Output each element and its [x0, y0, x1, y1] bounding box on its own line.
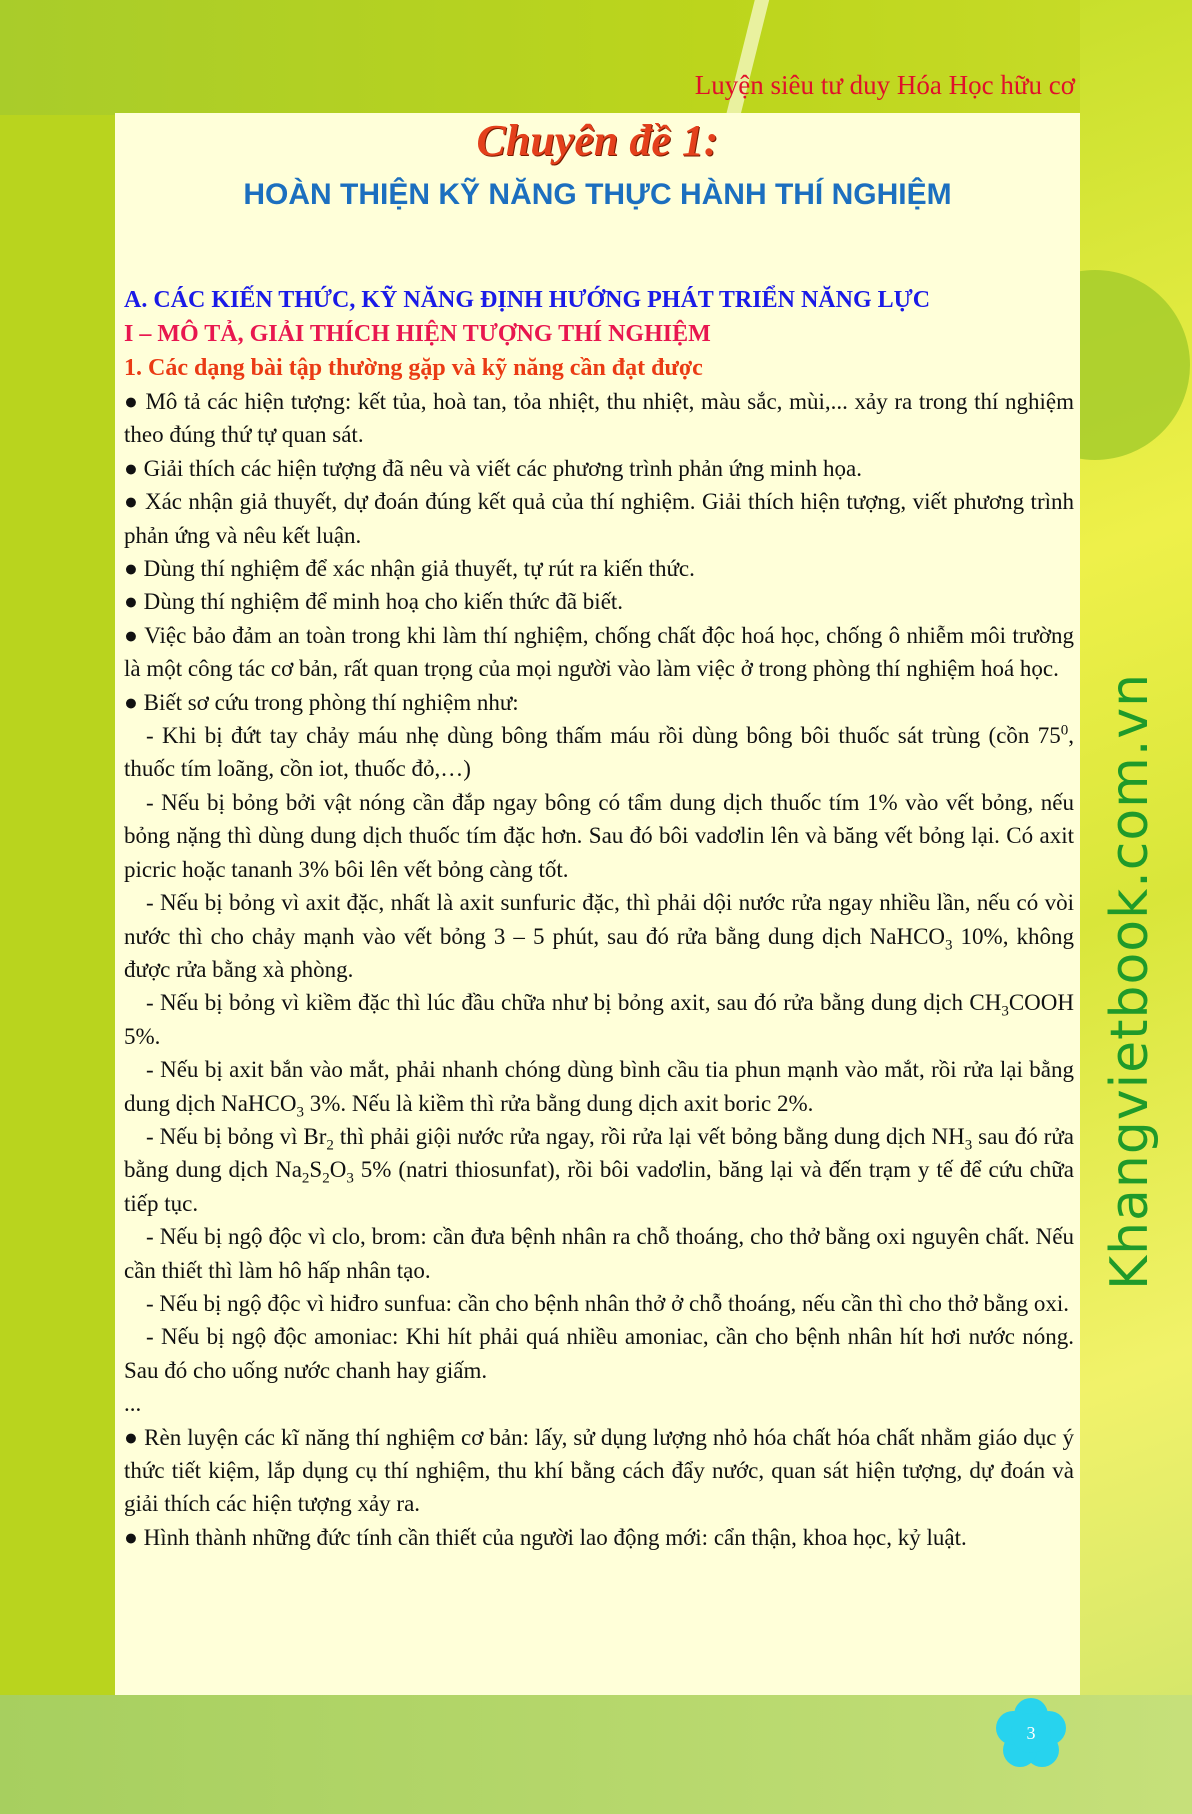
text-segment: sau đó rửa bằng dung dịch Na — [124, 1123, 1074, 1183]
topic-title: Chuyên đề 1: — [476, 116, 719, 165]
dash-list-item — [124, 1287, 1074, 1320]
subscript: 2 — [322, 1170, 330, 1187]
text-segment: thì phải giội nước rửa ngay, rồi rửa lại vết bỏng bằng dung dịch NH — [333, 1123, 965, 1149]
bullet-paragraph — [124, 452, 1074, 485]
book-title: Luyện siêu tư duy Hóa Học hữu cơ — [694, 70, 1075, 100]
bullet-paragraph — [124, 1387, 1074, 1420]
superscript: 0 — [1060, 722, 1069, 739]
subscript: 3 — [945, 937, 953, 954]
subscript: 2 — [326, 1137, 334, 1154]
text-segment: - Nếu bị ngộ độc vì hiđro sunfua: cần cho bệnh nhân thở ở chỗ thoáng, nếu cần thì cho thở bằng oxi. — [146, 1290, 1070, 1316]
subscript: 3 — [964, 1137, 973, 1154]
text-segment: ● Dùng thí nghiệm để minh hoạ cho kiến thức đã biết. — [124, 589, 624, 615]
subscript: 3 — [1001, 1003, 1009, 1020]
dash-list-item — [124, 1320, 1074, 1387]
text-segment: - Khi bị đứt tay chảy máu nhẹ dùng bông thấm máu rồi dùng bông bôi thuốc sát trùng (cồn 75 — [146, 723, 1061, 749]
text-segment: O — [329, 1157, 347, 1183]
text-segment: - Nếu bị bỏng vì Br — [146, 1123, 327, 1149]
page-number: 3 — [1026, 1722, 1036, 1743]
text-segment: ● Dùng thí nghiệm để xác nhận giả thuyết, tự rút ra kiến thức. — [124, 556, 695, 582]
subscript: 2 — [301, 1170, 310, 1187]
text-segment: S — [309, 1157, 323, 1183]
text-segment: 3%. Nếu là kiềm thì rửa bằng dung dịch axit boric 2%. — [303, 1090, 814, 1116]
text-segment: ... — [124, 1391, 142, 1417]
dash-list-item — [124, 1053, 1074, 1120]
paragraph-list — [124, 385, 1074, 1554]
text-segment: - Nếu bị axit bắn vào mắt, phải nhanh chóng dùng bình cầu tia phun mạnh vào mắt, rồi rửa lại bằng dung dịch NaHCO — [124, 1057, 1074, 1116]
text-segment: ● Giải thích các hiện tượng đã nêu và viết các phương trình phản ứng minh họa. — [124, 455, 862, 481]
content-panel — [115, 113, 1080, 1695]
body-content — [124, 283, 1074, 1554]
dash-list-item — [124, 1220, 1074, 1287]
text-segment: - Nếu bị bỏng bởi vật nóng cần đắp ngay bông có tẩm dung dịch thuốc tím 1% vào vết bỏng, nếu bỏng nặng thì dùng dung dịch thuốc tím đặc hơn. Sau đó bôi vadơlin lên và băng vết bỏng lại. Có axit picric hoặc tananh 3% bôi lên vết bỏng càng tốt. — [124, 789, 1074, 882]
bullet-paragraph — [124, 1521, 1074, 1554]
text-segment: ● Việc bảo đảm an toàn trong khi làm thí nghiệm, chống chất độc hoá học, chống ô nhiễm môi trường là một công tác cơ bản, rất quan trọng của mọi người vào làm việc ở trong phòng thí nghiệm hoá học. — [124, 622, 1074, 682]
bullet-paragraph — [124, 485, 1074, 552]
bullet-paragraph — [124, 619, 1074, 686]
bullet-paragraph — [124, 686, 1074, 719]
chapter-subtitle: HOÀN THIỆN KỸ NĂNG THỰC HÀNH THÍ NGHIỆM — [243, 178, 952, 211]
text-segment: - Nếu bị ngộ độc vì clo, brom: cần đưa bệnh nhân ra chỗ thoáng, cho thở bằng oxi nguyên chất. Nếu cần thiết thì làm hô hấp nhân tạo. — [124, 1224, 1074, 1283]
bullet-paragraph — [124, 385, 1074, 452]
text-segment: ● Mô tả các hiện tượng: kết tủa, hoà tan, tỏa nhiệt, thu nhiệt, màu sắc, mùi,... xảy ra trong thí nghiệm theo đúng thứ tự quan sát. — [124, 389, 1074, 448]
section-heading-a: A. CÁC KIẾN THỨC, KỸ NĂNG ĐỊNH HƯỚNG PHÁT TRIỂN NĂNG LỰC — [124, 287, 931, 313]
subscript: 3 — [346, 1170, 354, 1187]
text-segment: ● Biết sơ cứu trong phòng thí nghiệm như: — [124, 689, 519, 715]
text-segment: 10%, không được rửa bằng xà phòng. — [124, 923, 1074, 982]
text-segment: ● Hình thành những đức tính cần thiết của người lao động mới: cẩn thận, khoa học, kỷ luật. — [124, 1524, 967, 1550]
bullet-paragraph — [124, 552, 1074, 585]
text-segment: - Nếu bị ngộ độc amoniac: Khi hít phải quá nhiều amoniac, cần cho bệnh nhân hít hơi nước nóng. Sau đó cho uống nước chanh hay giấm. — [124, 1324, 1074, 1383]
watermark-site-name: Khangvietbook.com.vn — [1100, 672, 1160, 1290]
text-segment: - Nếu bị bỏng vì axit đặc, nhất là axit sunfuric đặc, thì phải dội nước rửa ngay nhiều lần, nếu có vòi nước thì cho chảy mạnh vào vết bỏng 3 – 5 phút, sau đó rửa bằng dung dịch NaHCO — [124, 890, 1074, 949]
text-segment: ● Xác nhận giả thuyết, dự đoán đúng kết quả của thí nghiệm. Giải thích hiện tượng, viết phương trình phản ứng và nêu kết luận. — [124, 489, 1074, 548]
dash-list-item — [124, 1120, 1074, 1220]
section-heading-1: 1. Các dạng bài tập thường gặp và kỹ năng cần đạt được — [124, 355, 703, 381]
text-segment: 5% (natri thiosunfat), rồi bôi vadơlin, băng lại và đến trạm y tế để cứu chữa tiếp tục. — [124, 1157, 1074, 1216]
text-segment: COOH 5%. — [124, 990, 1074, 1049]
text-segment: , thuốc tím loãng, cồn iot, thuốc đỏ,…) — [124, 723, 1074, 782]
bullet-paragraph — [124, 1421, 1074, 1521]
dash-list-item — [124, 886, 1074, 986]
dash-list-item — [124, 786, 1074, 886]
bullet-paragraph — [124, 585, 1074, 618]
text-segment: ● Rèn luyện các kĩ năng thí nghiệm cơ bản: lấy, sử dụng lượng nhỏ hóa chất hóa chất nhằm giáo dục ý thức tiết kiệm, lắp dụng cụ thí nghiệm, thu khí bằng cách đẩy nước, quan sát hiện tượng, dự đoán và giải thích các hiện tượng xảy ra. — [124, 1424, 1074, 1517]
page-number-badge — [993, 1695, 1069, 1771]
text-segment: - Nếu bị bỏng vì kiềm đặc thì lúc đầu chữa như bị bỏng axit, sau đó rửa bằng dung dịch CH — [146, 990, 1002, 1016]
subscript: 3 — [296, 1104, 304, 1121]
section-heading-i: I – MÔ TẢ, GIẢI THÍCH HIỆN TƯỢNG THÍ NGHIỆM — [124, 321, 711, 347]
dash-list-item — [124, 719, 1074, 786]
dash-list-item — [124, 986, 1074, 1053]
